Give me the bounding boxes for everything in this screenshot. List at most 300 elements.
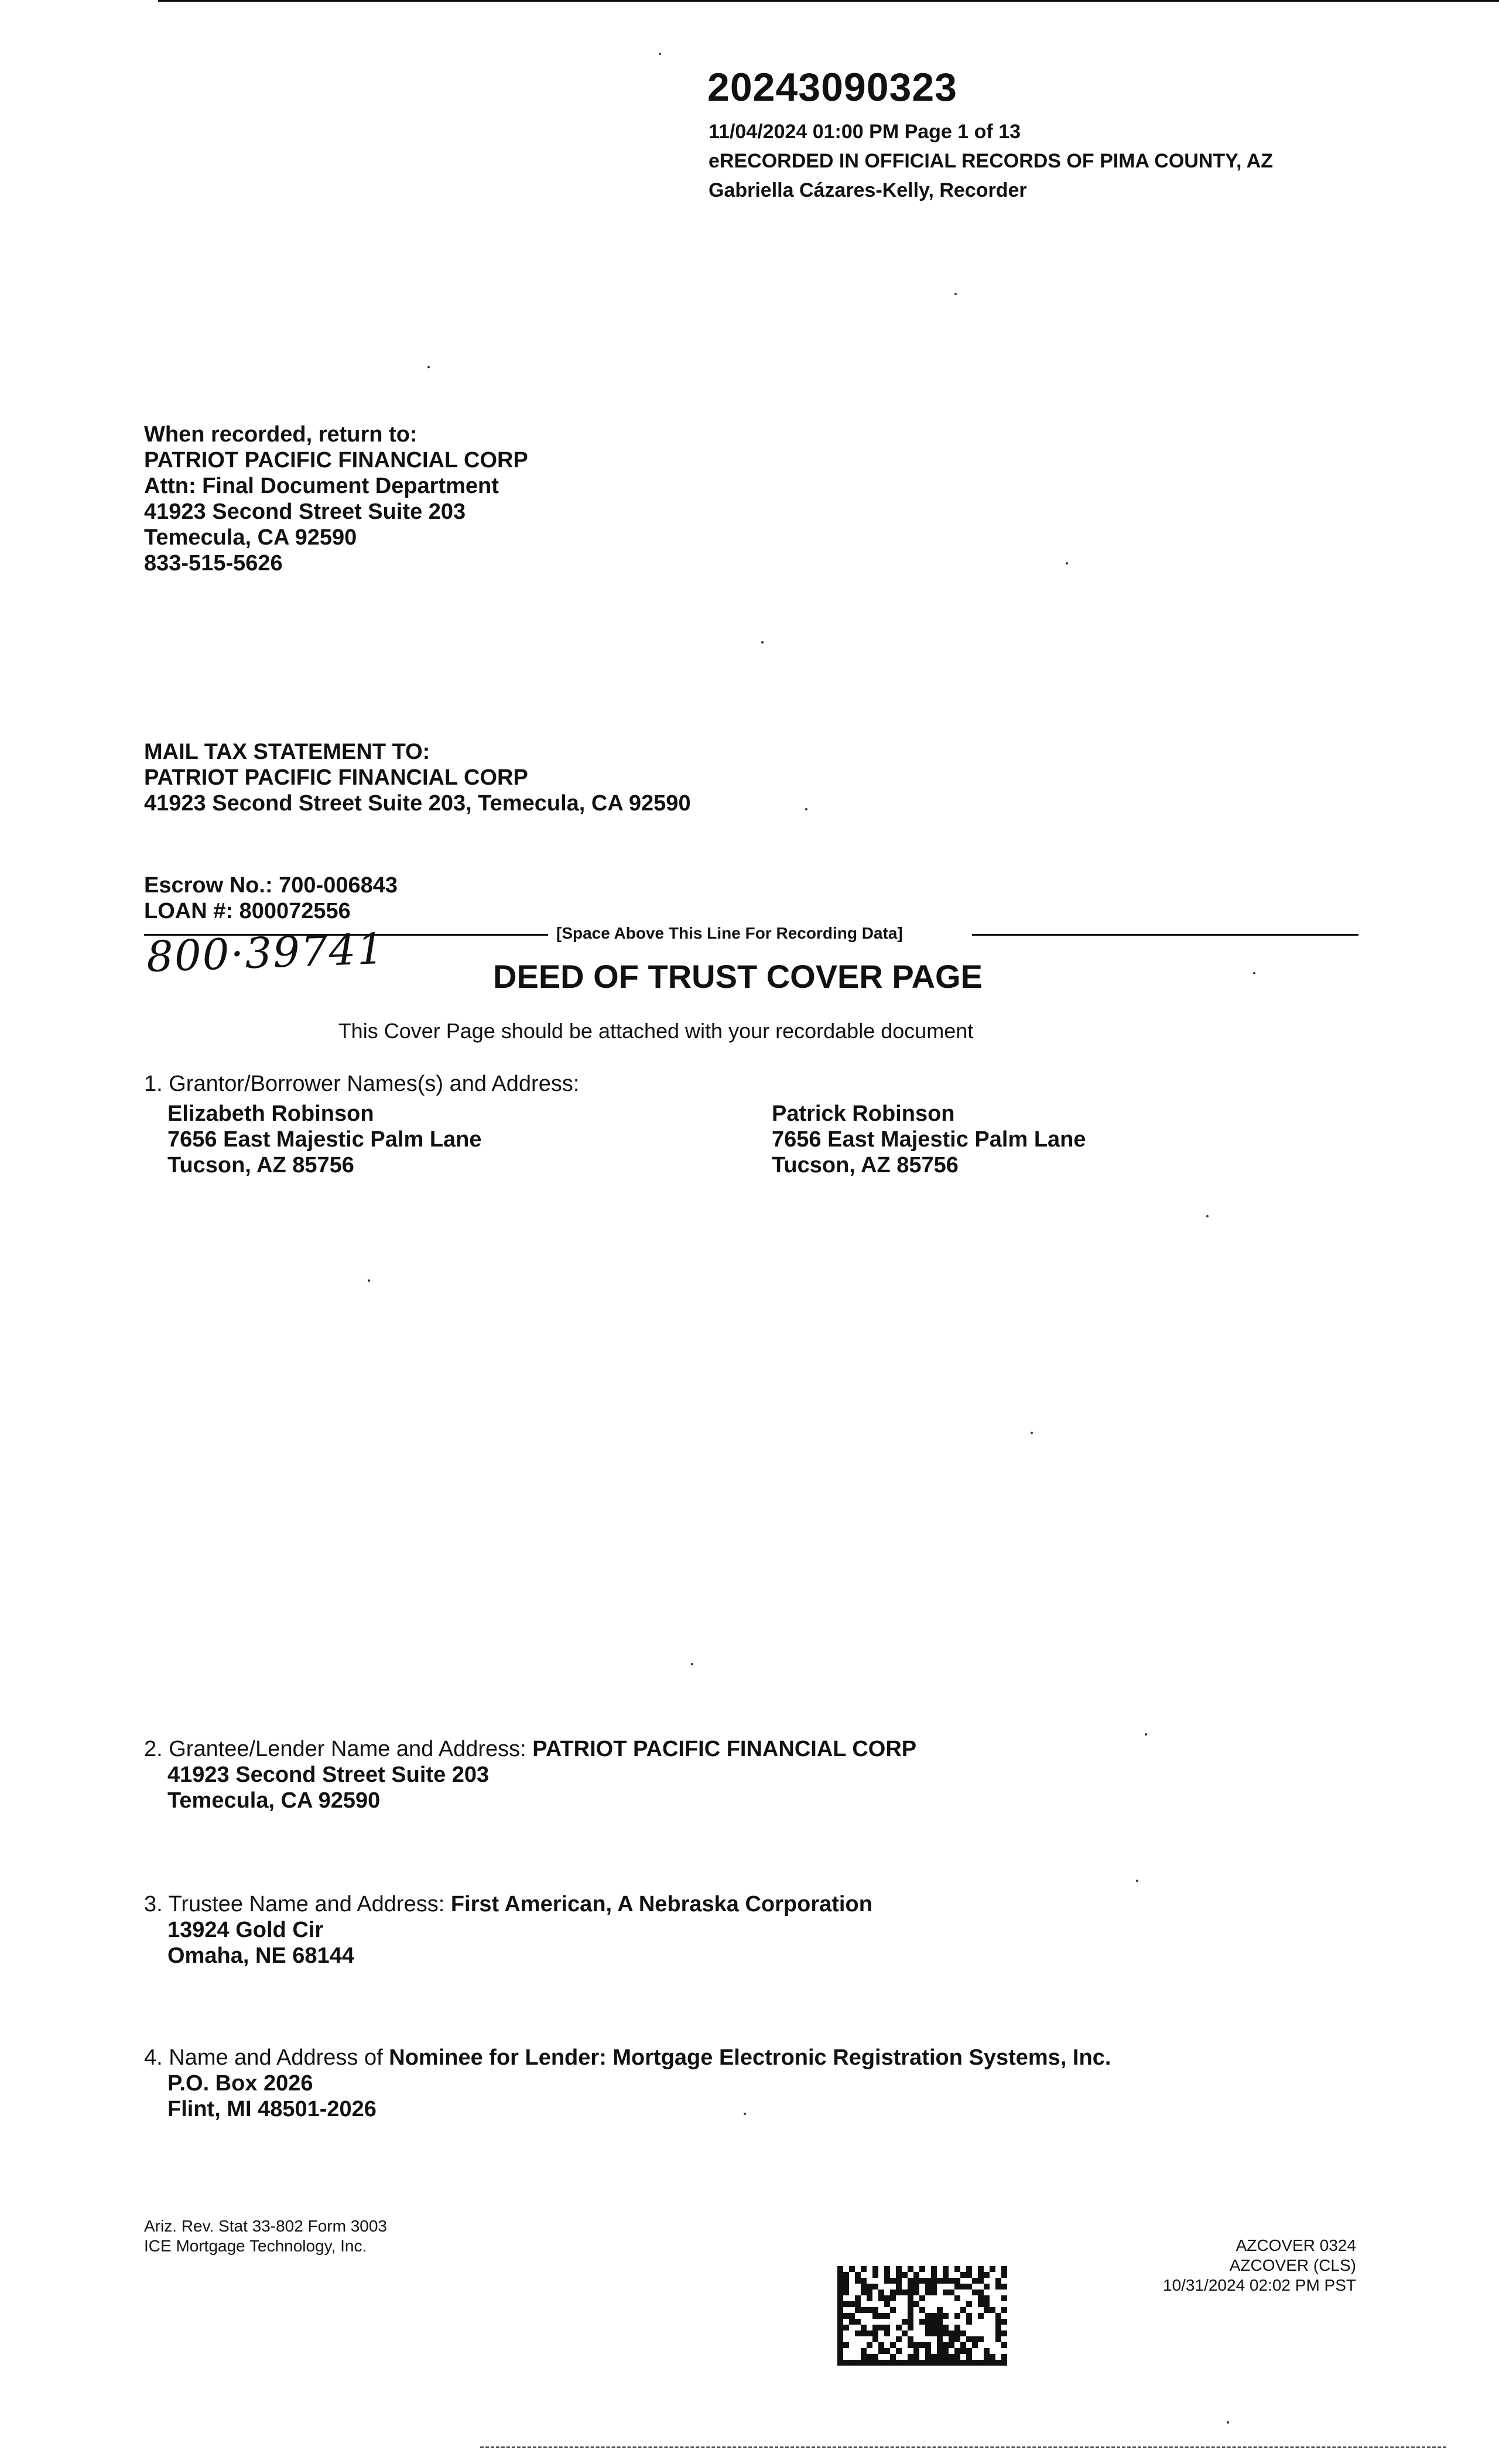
section3-label: 3. Trustee Name and Address: [144,1892,451,1917]
barcode-module [861,2348,867,2354]
barcode-module [861,2284,867,2290]
barcode-module [837,2360,843,2366]
barcode-module [949,2342,954,2348]
barcode-module [872,2313,878,2319]
barcode-module [960,2342,966,2348]
barcode-module [995,2313,1001,2319]
barcode-module [1001,2319,1007,2325]
barcode-module [896,2272,902,2278]
barcode-module [843,2290,849,2295]
barcode-module [954,2360,960,2366]
barcode-module [931,2319,937,2325]
barcode-module [919,2307,925,2313]
recording-number: 20243090323 [707,65,958,109]
barcode-module [931,2313,937,2319]
barcode-module [925,2325,931,2330]
barcode-module [925,2278,931,2284]
barcode-module [919,2295,925,2301]
barcode-module [943,2360,949,2366]
footer-vendor: ICE Mortgage Technology, Inc. [144,2237,367,2255]
barcode-module [966,2336,972,2342]
barcode-module [978,2360,984,2366]
scan-speck [954,293,957,295]
barcode-module [878,2313,884,2319]
barcode-module [843,2278,849,2284]
barcode-module [890,2307,896,2313]
barcode-module [908,2354,913,2360]
footer-form-code: AZCOVER 0324 [1236,2236,1356,2254]
scan-speck [761,641,764,644]
barcode-module [978,2266,984,2272]
barcode-module [966,2348,972,2354]
return-to-line: 833-515-5626 [144,551,283,576]
barcode-module [925,2348,931,2354]
return-to-line: PATRIOT PACIFIC FINANCIAL CORP [144,448,528,473]
return-to-block [144,422,528,576]
barcode-module [837,2284,843,2290]
barcode-module [972,2336,978,2342]
barcode-module [896,2278,902,2284]
barcode-module [1001,2307,1007,2313]
barcode-module [837,2342,843,2348]
barcode-module [878,2325,884,2330]
scan-bottom-border [480,2446,1446,2448]
scan-speck [427,366,430,368]
barcode-module [1001,2284,1007,2290]
barcode-module [837,2278,843,2284]
barcode-module [984,2348,990,2354]
barcode-module [890,2360,896,2366]
barcode-module [896,2266,902,2272]
barcode-module [995,2336,1001,2342]
barcode-module [837,2295,843,2301]
barcode-module [867,2342,872,2348]
barcode-module [954,2295,960,2301]
scan-speck [1066,562,1068,564]
barcode-module [943,2354,949,2360]
barcode-module [867,2307,872,2313]
barcode-module [908,2336,913,2342]
handwritten-note: 800·39741 [145,923,386,982]
barcode-module [872,2330,878,2336]
barcode-module [861,2360,867,2366]
barcode-module [937,2278,943,2284]
barcode-module [995,2319,1001,2325]
scan-top-border [158,0,1499,2]
barcode-module [984,2284,990,2290]
borrower-city: Tucson, AZ 85756 [772,1153,959,1178]
barcode-module [954,2266,960,2272]
barcode-module [925,2319,931,2325]
barcode-module [943,2266,949,2272]
barcode-module [849,2360,855,2366]
footer-statute: Ariz. Rev. Stat 33-802 Form 3003 [144,2217,387,2235]
recorder-name: Gabriella Cázares-Kelly, Recorder [709,179,1027,201]
trustee-city: Omaha, NE 68144 [167,1943,354,1968]
nominee-city: Flint, MI 48501-2026 [167,2097,377,2121]
footer-print-timestamp: 10/31/2024 02:02 PM PST [1163,2276,1356,2294]
scan-speck [691,1663,693,1665]
barcode-module [978,2336,984,2342]
barcode-module [937,2325,943,2330]
barcode-module [867,2330,872,2336]
barcode-module [837,2325,843,2330]
barcode-module [931,2354,937,2360]
barcode-module [896,2360,902,2366]
barcode-module [855,2278,861,2284]
scan-speck [744,2113,746,2115]
barcode-module [990,2266,995,2272]
barcode-module [966,2266,972,2272]
barcode-module [861,2330,867,2336]
trustee-name: First American, A Nebraska Corporation [450,1892,872,1917]
barcode-module [849,2301,855,2307]
barcode-module [855,2307,861,2313]
barcode-module [867,2360,872,2366]
barcode-module [902,2272,908,2278]
barcode-module [937,2342,943,2348]
barcode-module [960,2284,966,2290]
barcode-module [931,2325,937,2330]
barcode-module [843,2325,849,2330]
lender-name: PATRIOT PACIFIC FINANCIAL CORP [532,1737,917,1761]
tax-statement-heading: MAIL TAX STATEMENT TO: [144,740,430,764]
barcode-module [867,2354,872,2360]
barcode-module [890,2290,896,2295]
barcode-module [908,2319,913,2325]
barcode-module [931,2290,937,2295]
barcode-module [990,2354,995,2360]
barcode-module [913,2301,919,2307]
barcode-module [890,2342,896,2348]
scan-speck [1031,1432,1033,1434]
barcode-module [855,2360,861,2366]
barcode-module [872,2325,878,2330]
escrow-number: Escrow No.: 700-006843 [144,873,398,898]
barcode-module [937,2307,943,2313]
barcode-module [908,2342,913,2348]
barcode-module [872,2272,878,2278]
barcode-module [960,2272,966,2278]
scan-speck [1227,2421,1229,2424]
barcode-module [867,2284,872,2290]
barcode-module [960,2307,966,2313]
scan-speck [1136,1880,1138,1882]
barcode-module [855,2295,861,2301]
barcode-module [849,2313,855,2319]
barcode-module [978,2272,984,2278]
barcode-module [943,2272,949,2278]
space-above-caption: [Space Above This Line For Recording Data] [556,924,903,942]
barcode-module [925,2313,931,2319]
barcode-module [884,2272,890,2278]
barcode-module [984,2360,990,2366]
barcode-module [1001,2330,1007,2336]
barcode-module [1001,2266,1007,2272]
barcode-module [884,2301,890,2307]
barcode-module [878,2348,884,2354]
barcode-module [949,2354,954,2360]
barcode-module [978,2278,984,2284]
barcode-module [837,2266,843,2272]
barcode-module [995,2325,1001,2330]
barcode-module [943,2330,949,2336]
return-to-heading: When recorded, return to: [144,422,417,447]
barcode-module [925,2360,931,2366]
barcode-module [1001,2342,1007,2348]
barcode-module [931,2272,937,2278]
scan-speck [1145,1733,1147,1736]
barcode-module [902,2290,908,2295]
scan-speck [368,1279,370,1282]
barcode-module [954,2284,960,2290]
borrower-2 [772,1101,1086,1178]
barcode-module [861,2266,867,2272]
barcode-module [878,2295,884,2301]
barcode-module [861,2354,867,2360]
barcode-module [872,2360,878,2366]
barcode-module [931,2284,937,2290]
scan-speck [1206,1215,1209,1217]
barcode-module [995,2330,1001,2336]
barcode-module [837,2272,843,2278]
barcode-module [872,2354,878,2360]
barcode-module [937,2330,943,2336]
section2-label: 2. Grantee/Lender Name and Address: [144,1737,533,1761]
barcode-module [984,2307,990,2313]
barcode-module [925,2284,931,2290]
barcode-module [837,2330,843,2336]
barcode-module [937,2360,943,2366]
barcode-module [943,2290,949,2295]
barcode-module [966,2354,972,2360]
barcode-module [861,2278,867,2284]
barcode-module [908,2295,913,2301]
barcode-module [837,2307,843,2313]
barcode-module [896,2348,902,2354]
barcode-module [943,2278,949,2284]
barcode-module [867,2295,872,2301]
barcode-module [908,2284,913,2290]
barcode-module [972,2360,978,2366]
barcode-module [913,2272,919,2278]
document-title [0,957,1499,995]
barcode-module [902,2319,908,2325]
recording-separator-right [972,934,1358,936]
barcode-module [931,2330,937,2336]
barcode-module [937,2336,943,2342]
barcode-module [966,2313,972,2319]
borrower-name: Patrick Robinson [772,1101,955,1126]
barcode-module [1001,2272,1007,2278]
section4 [144,2045,1111,2122]
barcode-module [908,2290,913,2295]
datamatrix-barcode-icon [837,2266,1007,2366]
recording-datetime-page: 11/04/2024 01:00 PM Page 1 of 13 [709,121,1021,143]
barcode-module [878,2360,884,2366]
barcode-module [837,2354,843,2360]
barcode-module [908,2313,913,2319]
barcode-module [984,2301,990,2307]
barcode-module [908,2360,913,2366]
barcode-module [896,2290,902,2295]
barcode-module [949,2336,954,2342]
barcode-module [943,2325,949,2330]
borrower-1 [167,1101,482,1178]
barcode-module [984,2354,990,2360]
barcode-module [843,2360,849,2366]
barcode-module [937,2348,943,2354]
barcode-module [966,2360,972,2366]
barcode-module [943,2348,949,2354]
barcode-module [884,2278,890,2284]
return-to-line: Attn: Final Document Department [144,474,499,498]
barcode-module [884,2360,890,2366]
barcode-module [843,2272,849,2278]
barcode-module [884,2325,890,2330]
barcode-module [954,2325,960,2330]
barcode-module [949,2290,954,2295]
barcode-module [960,2360,966,2366]
barcode-module [978,2313,984,2319]
barcode-module [960,2330,966,2336]
footer-form-variant: AZCOVER (CLS) [1229,2256,1356,2274]
barcode-module [872,2307,878,2313]
barcode-module [931,2266,937,2272]
scan-speck [659,53,661,55]
recording-office: eRECORDED IN OFFICIAL RECORDS OF PIMA COUNTY, AZ [709,150,1274,172]
nominee-street: P.O. Box 2026 [167,2071,313,2096]
barcode-module [966,2284,972,2290]
barcode-module [978,2290,984,2295]
tax-statement-line: 41923 Second Street Suite 203, Temecula, CA 92590 [144,791,691,816]
barcode-module [843,2284,849,2290]
barcode-module [913,2354,919,2360]
barcode-module [908,2325,913,2330]
section4-label: 4. Name and Address of [144,2045,389,2070]
barcode-module [966,2319,972,2325]
barcode-module [943,2342,949,2348]
barcode-module [925,2330,931,2336]
barcode-module [919,2360,925,2366]
barcode-module [843,2301,849,2307]
barcode-module [913,2348,919,2354]
barcode-module [913,2342,919,2348]
barcode-module [843,2342,849,2348]
barcode-module [890,2354,896,2360]
return-to-line: Temecula, CA 92590 [144,525,357,550]
barcode-module [884,2295,890,2301]
barcode-module [960,2348,966,2354]
barcode-module [908,2307,913,2313]
barcode-module [954,2278,960,2284]
barcode-module [837,2290,843,2295]
barcode-module [931,2278,937,2284]
barcode-module [902,2330,908,2336]
barcode-module [919,2319,925,2325]
barcode-module [954,2336,960,2342]
barcode-module [855,2330,861,2336]
barcode-module [861,2325,867,2330]
barcode-module [872,2284,878,2290]
barcode-module [890,2278,896,2284]
barcode-module [837,2313,843,2319]
barcode-module [966,2272,972,2278]
barcode-module [884,2348,890,2354]
barcode-module [995,2360,1001,2366]
borrower-street: 7656 East Majestic Palm Lane [167,1127,482,1152]
barcode-module [1001,2354,1007,2360]
lender-street: 41923 Second Street Suite 203 [167,1763,490,1787]
barcode-module [925,2290,931,2295]
barcode-module [855,2319,861,2325]
barcode-module [954,2313,960,2319]
barcode-module [954,2354,960,2360]
tax-statement-block [144,739,691,816]
barcode-module [937,2354,943,2360]
footer-form-codes [1163,2236,1356,2295]
barcode-module [908,2278,913,2284]
barcode-module [990,2307,995,2313]
scan-speck [1253,972,1255,974]
barcode-module [855,2272,861,2278]
barcode-module [837,2348,843,2354]
barcode-module [913,2278,919,2284]
barcode-module [913,2360,919,2366]
barcode-module [837,2301,843,2307]
barcode-module [949,2278,954,2284]
barcode-module [884,2266,890,2272]
barcode-module [837,2319,843,2325]
barcode-module [884,2313,890,2319]
barcode-module [855,2301,861,2307]
footer-form-info [144,2216,387,2256]
barcode-module [849,2319,855,2325]
cover-note [0,1019,1499,1043]
barcode-module [984,2295,990,2301]
barcode-module [896,2325,902,2330]
lender-city: Temecula, CA 92590 [167,1788,381,1813]
tax-statement-line: PATRIOT PACIFIC FINANCIAL CORP [144,765,528,790]
document-title-text: DEED OF TRUST COVER PAGE [493,958,983,995]
section3 [144,1891,872,1969]
barcode-module [884,2330,890,2336]
barcode-module [972,2290,978,2295]
cover-note-text: This Cover Page should be attached with your recordable document [338,1019,974,1043]
borrower-city: Tucson, AZ 85756 [167,1153,354,1178]
nominee-name: Nominee for Lender: Mortgage Electronic Registration Systems, Inc. [389,2045,1111,2070]
barcode-module [949,2360,954,2366]
barcode-module [896,2336,902,2342]
return-to-line: 41923 Second Street Suite 203 [144,499,466,524]
barcode-module [937,2313,943,2319]
barcode-module [913,2290,919,2295]
barcode-module [954,2348,960,2354]
barcode-module [949,2330,954,2336]
barcode-module [925,2342,931,2348]
barcode-module [954,2330,960,2336]
barcode-module [978,2301,984,2307]
section1-label: 1. Grantor/Borrower Names(s) and Address: [144,1072,580,1096]
loan-number: LOAN #: 800072556 [144,899,351,923]
barcode-module [902,2360,908,2366]
barcode-module [837,2336,843,2342]
barcode-module [995,2278,1001,2284]
barcode-module [913,2284,919,2290]
barcode-module [878,2342,884,2348]
barcode-module [931,2360,937,2366]
borrower-street: 7656 East Majestic Palm Lane [772,1127,1086,1152]
